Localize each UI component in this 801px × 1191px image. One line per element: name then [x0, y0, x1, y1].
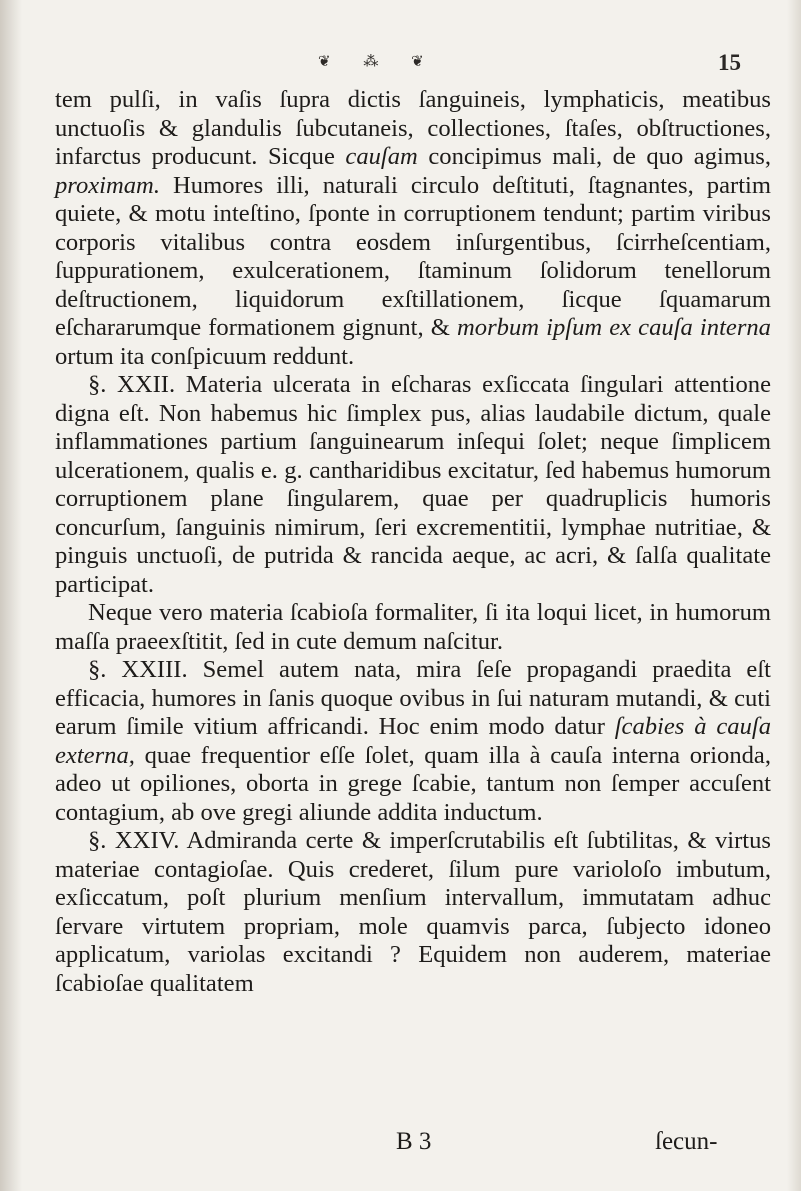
paragraph-text: ortum ita conſpicuum reddunt.: [55, 342, 355, 370]
page-footer: [0, 1128, 801, 1168]
signature-mark: B 3: [396, 1128, 432, 1155]
paragraph-text: quae frequentior eſſe ſolet, quam illa à cauſa interna orionda, adeo ut opiliones, oborta in grege ſcabie, tantum non ſemper accuſent contagium, ab ove gregi aliunde addita inductum.: [55, 741, 771, 826]
header-ornament: ❦ ⁂ ❦: [318, 52, 438, 70]
catchword: ſecun-: [655, 1128, 718, 1155]
page-header: [0, 0, 801, 80]
paragraph-text: Humores illi, naturali circulo deſtituti, ſtagnantes, partim quiete, & motu inteſtino, ſponte in corruptionem tendunt; partim viribus corporis vitalibus contra eosdem inſurgentibus, ſcirrheſcentiam, ſuppurationem, exulcerationem, ſtaminum ſolidorum tenellorum deſtructionem, liquidorum exſtillationem, ſicque ſquamarum eſchararumque formationem gignunt, &: [55, 171, 771, 341]
italic-phrase: proximam.: [55, 171, 160, 199]
paragraph-text: concipimus mali, de quo agimus,: [417, 143, 771, 170]
paragraph-text: tem pulſi, in vaſis ſupra dictis ſanguineis, lymphaticis, meatibus unctuoſis & glandulis ſubcutaneis, collectiones, ſtaſes, obſtructiones, infarctus producunt. Sicque: [55, 86, 771, 170]
paragraph-section-24: §. XXIV. Admiranda certe & imperſcrutabilis eſt ſubtilitas, & virtus materiae contagioſae. Quis crederet, ſilum pure varioloſo imbutum, exſiccatum, poſt plurium menſium intervallum, immutatam adhuc ſervare virtutem propriam, mole quamvis parca, ſubjecto idoneo applicatum, variolas excitandi ? Equidem non auderem, materiae ſcabioſae qualitatem: [55, 827, 771, 997]
italic-phrase: morbum ipſum ex cauſa interna: [457, 314, 771, 341]
paragraph-continuation: [55, 86, 771, 371]
paragraph-neque-vero: Neque vero materia ſcabioſa formaliter, ſi ita loqui licet, in humorum maſſa praeexſtitit, ſed in cute demum naſcitur.: [55, 599, 771, 655]
paragraph-section-23: [55, 656, 771, 827]
italic-phrase: cauſam: [345, 143, 418, 170]
paragraph-section-22: §. XXII. Materia ulcerata in eſcharas exſiccata ſingulari attentione digna eſt. Non habemus hic ſimplex pus, alias laudabile dictum, quale inflammationes partium ſanguinearum inſequi ſolet; neque ſimplicem ulcerationem, qualis e. g. cantharidibus excitatur, ſed habemus humorum corruptionem plane ſingularem, quae per quadruplicis humoris concurſum, ſanguinis nimirum, ſeri excrementitii, lymphae nutritiae, & pinguis unctuoſi, de putrida & rancida aeque, ac acri, & ſalſa qualitate participat.: [55, 371, 771, 598]
page-number: 15: [718, 50, 741, 75]
body-text: [55, 86, 771, 998]
paragraph-text: §. XXIII. Semel autem nata, mira ſeſe propagandi praedita eſt efficacia, humores in ſanis quoque ovibus in ſui naturam mutandi, & cuti earum ſimile vitium affricandi. Hoc enim modo datur: [55, 656, 771, 740]
italic-phrase: ſcabies à cauſa externa,: [55, 713, 771, 769]
